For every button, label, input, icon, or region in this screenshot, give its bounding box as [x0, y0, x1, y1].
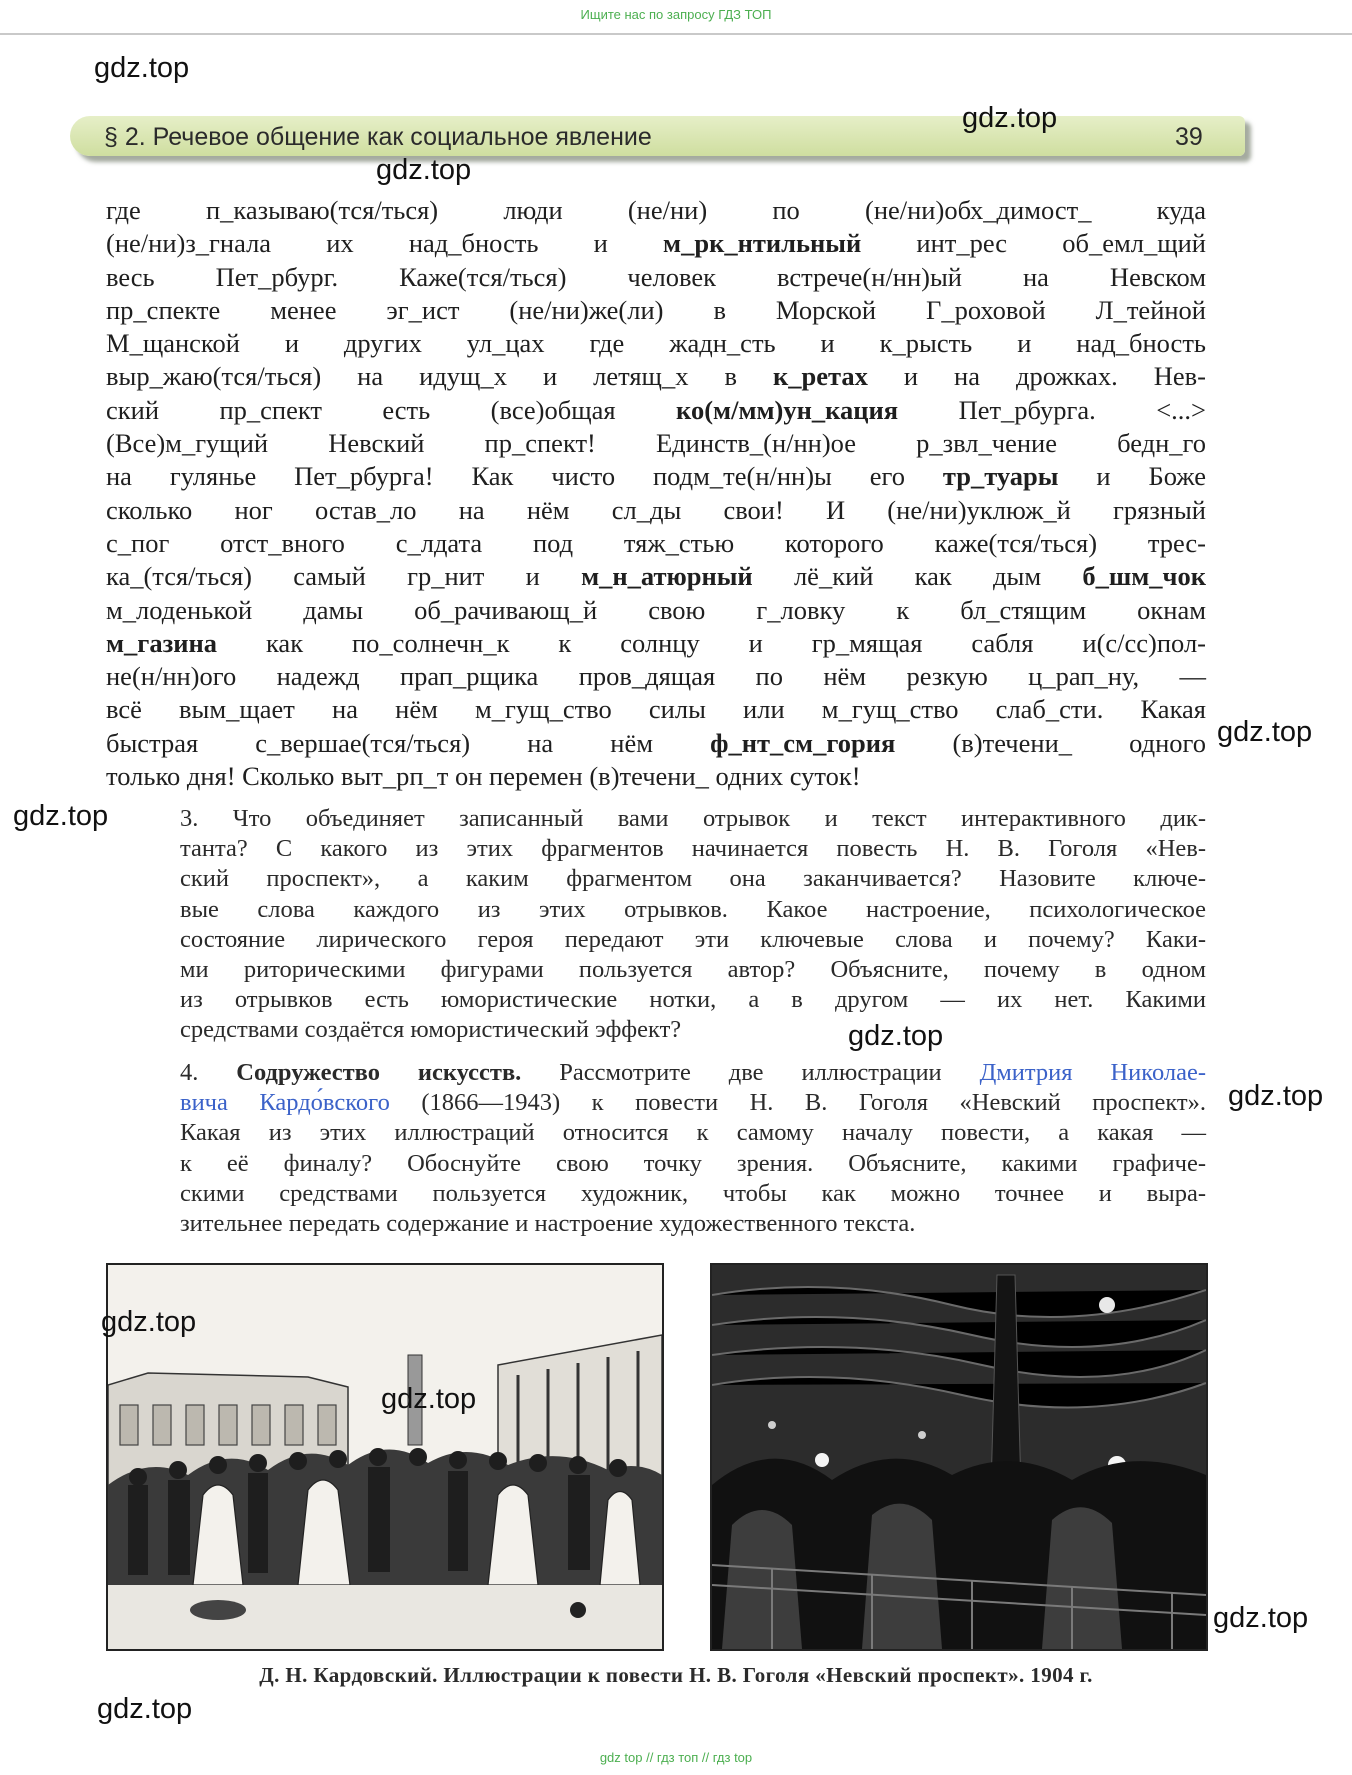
task-4-heading: Содружество искусств. — [236, 1059, 522, 1086]
artist-link[interactable]: Дмитрия Николае- — [979, 1059, 1206, 1086]
footer-links[interactable]: gdz top // гдз топ // гдз top — [599, 1750, 753, 1765]
passage-text: ский пр_спект есть (все)общая — [106, 394, 677, 425]
task-4-text: Рассмотрите две иллюстрации — [559, 1059, 942, 1086]
passage-text: (в)течени_ одного — [895, 727, 1206, 758]
passage-line — [106, 494, 1206, 527]
passage-text: весь Пет_рбург. Каже(тся/ться) человек встрече(н/нн)ый на Невском — [106, 261, 1206, 292]
passage-line — [106, 327, 1206, 360]
task-3-line: вые слова каждого из этих отрывков. Какое настроение, психологическое — [180, 895, 1206, 923]
watermark: gdz.top — [962, 102, 1058, 134]
vocabulary-word: б_шм_чок — [1082, 561, 1206, 592]
watermark: gdz.top — [13, 800, 109, 832]
task-3-line: ский проспект», а каким фрагментом она заканчивается? Назовите ключе- — [180, 865, 1206, 893]
passage-text: сколько ног остав_ло на нём сл_ды свои! И (не/ни)уклюж_й грязный — [106, 494, 1206, 525]
task-3-line: 3. Что объединяет записанный вами отрывок и текст интерактивного дик- — [180, 805, 1206, 832]
illustration-night — [710, 1263, 1208, 1651]
task-3-line: из отрывков есть юмористические нотки, а в другом — их нет. Какими — [180, 986, 1206, 1014]
task-4-line — [180, 1058, 1206, 1088]
passage-line — [106, 660, 1206, 693]
watermark: gdz.top — [848, 1020, 944, 1052]
passage-line — [106, 460, 1206, 493]
passage-text: выр_жаю(тся/ться) на идущ_х и летящ_х в — [106, 361, 773, 392]
passage-text: м_лоденькой дамы об_рачивающ_й свою г_ловку к бл_стящим окнам — [106, 594, 1206, 625]
task-3-line: танта? С какого из этих фрагментов начинается повесть Н. В. Гоголя «Нев- — [180, 835, 1206, 863]
task-4-line: к её финалу? Обоснуйте свою точку зрения. Объясните, какими графиче- — [180, 1149, 1206, 1177]
passage-text: (Все)м_гущий Невский пр_спект! Единств_(н/нн)ое р_звл_чение бедн_го — [106, 428, 1206, 459]
passage-text: с_пог отст_вного с_лдата под тяж_стью которого каже(тся/ться) трес- — [106, 527, 1206, 558]
task-3 — [180, 804, 1206, 1046]
passage-text: быстрая с_вершае(тся/ться) на нём — [106, 727, 711, 758]
passage-text: как по_солнечн_к к солнцу и гр_мящая сабля и(с/сс)пол- — [217, 627, 1206, 658]
passage-text: всё вым_щает на нём м_гущ_ство силы или м_гущ_ство слаб_сти. Какая — [106, 694, 1206, 725]
task-4-line: зительнее передать содержание и настроение художественного текста. — [180, 1209, 916, 1237]
passage-line — [106, 760, 1206, 793]
passage-text: ка_(тся/ться) самый гр_нит и — [106, 561, 582, 592]
passage-text: М_щанской и других ул_цах где жадн_сть и к_рысть и над_бность — [106, 328, 1206, 359]
passage-line — [106, 627, 1206, 660]
illustration-night-drawing — [712, 1265, 1206, 1649]
task-3-line: ми риторическими фигурами пользуется автор? Объясните, почему в одном — [180, 955, 1206, 983]
passage-line — [106, 560, 1206, 593]
passage-line — [106, 194, 1206, 227]
watermark: gdz.top — [381, 1383, 477, 1415]
passage-text: не(н/нн)ого надежд прап_рщика пров_дящая по нём резкую ц_рап_ну, — — [106, 661, 1206, 692]
task-4-number: 4. — [180, 1059, 199, 1086]
task-4-line: скими средствами пользуется художник, чтобы как можно точнее и выра- — [180, 1179, 1206, 1207]
artist-link-cont[interactable]: вича Кардо́вского — [180, 1089, 390, 1117]
watermark: gdz.top — [376, 154, 472, 186]
task-4-text: (1866—1943) к повести Н. В. Гоголя «Невский проспект». — [421, 1089, 1207, 1117]
passage-line — [106, 294, 1206, 327]
passage-text: и Боже — [1058, 461, 1207, 492]
watermark: gdz.top — [97, 1693, 193, 1725]
page-number: 39 — [1175, 123, 1203, 151]
section-title: § 2. Речевое общение как социальное явление — [104, 123, 652, 151]
passage-line — [106, 360, 1206, 393]
task-3-line: состояние лирического героя передают эти ключевые слова и почему? Каки- — [180, 925, 1206, 953]
passage-text: инт_рес об_емл_щий — [861, 228, 1206, 259]
vocabulary-word: м_газина — [106, 627, 218, 658]
passage-line — [106, 227, 1206, 260]
passage-text: где п_казываю(тся/ться) люди (не/ни) по (не/ни)обх_димост_ куда — [106, 195, 1206, 225]
vocabulary-word: ко(м/мм)ун_кация — [676, 394, 899, 425]
watermark: gdz.top — [1217, 716, 1313, 748]
passage-text: пр_спекте менее эг_ист (не/ни)же(ли) в Морской Г_роховой Л_тейной — [106, 294, 1206, 325]
dictation-passage — [106, 194, 1206, 793]
passage-line — [106, 394, 1206, 427]
passage-line — [106, 427, 1206, 460]
vocabulary-word: м_рк_нтильный — [663, 228, 862, 259]
top-banner-text[interactable]: Ищите нас по запросу ГДЗ ТОП — [580, 7, 772, 22]
vocabulary-word: тр_туары — [942, 461, 1059, 492]
passage-line — [106, 261, 1206, 294]
passage-line — [106, 594, 1206, 627]
illustration-caption: Д. Н. Кардовский. Иллюстрации к повести Н. В. Гоголя «Невский проспект». 1904 г. — [259, 1663, 1093, 1687]
passage-text: только дня! Сколько выт_рп_т он перемен (в)течени_ одних суток! — [106, 761, 861, 792]
passage-line — [106, 527, 1206, 560]
top-banner[interactable] — [0, 0, 1352, 35]
watermark: gdz.top — [94, 52, 190, 84]
vocabulary-word: ф_нт_см_гория — [710, 727, 896, 758]
passage-text: Пет_рбурга. <...> — [898, 394, 1206, 425]
passage-text: лё_кий как дым — [752, 561, 1083, 592]
task-4-line: Какая из этих иллюстраций относится к самому началу повести, а какая — — [180, 1119, 1206, 1147]
passage-line — [106, 693, 1206, 726]
task-4-line — [180, 1088, 1206, 1118]
watermark: gdz.top — [1228, 1080, 1324, 1112]
passage-text: на гулянье Пет_рбурга! Как чисто подм_те(н/нн)ы его — [106, 461, 943, 492]
passage-text: и на дрожках. Нев- — [867, 361, 1206, 392]
vocabulary-word: м_н_атюрный — [581, 561, 753, 592]
watermark: gdz.top — [1213, 1602, 1309, 1634]
passage-text: (не/ни)з_гнала их над_бность и — [106, 228, 664, 259]
watermark: gdz.top — [101, 1306, 197, 1338]
task-3-line: средствами создаётся юмористический эффект? — [180, 1016, 682, 1044]
vocabulary-word: к_ретах — [773, 361, 868, 392]
passage-line — [106, 727, 1206, 760]
task-4 — [180, 1058, 1206, 1239]
